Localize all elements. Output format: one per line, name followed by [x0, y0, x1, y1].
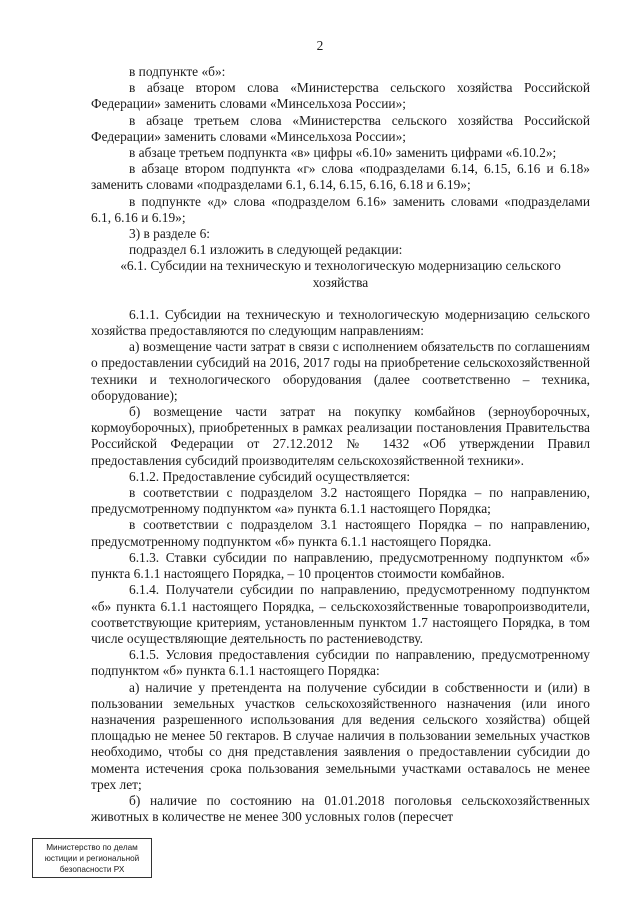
paragraph: в подпункте «б»: [129, 64, 226, 79]
page-number: 2 [316, 38, 324, 53]
paragraph: в абзаце третьем слова «Министерства сельского хозяйства Российской Федерации» заменить словами «Минсельхоза России»; [91, 112, 590, 144]
paragraph: 6.1.4. Получатели субсидии по направлению, предусмотренному подпунктом «б» пункта 6.1.1 настоящего Порядка, – сельскохозяйственные товаропроизводители, соответствующие критериям, установленным пунктом 1.7 настоящего Порядка, в том числе осуществляющие деятельность по растениеводству. [91, 582, 590, 646]
paragraph: 3) в разделе 6: [129, 226, 211, 242]
registration-stamp [32, 838, 152, 878]
paragraph: а) наличие у претендента на получение субсидии в собственности и (или) в пользовании земельных участков сельскохозяйственного назначения (или иного назначения разрешенного использования для ведения сельского хозяйства) общей площадью не менее 50 гектаров. В случае наличия в пользовании земельных участков необходимо, чтобы со дня представления заявления о предоставлении субсидии до момента истечения срока пользования земельными участками оставалось не менее трех лет; [91, 679, 590, 792]
document-body [91, 64, 590, 825]
paragraph: 6.1.5. Условия предоставления субсидии по направлению, предусмотренному подпунктом «б» пункта 6.1.1 настоящего Порядка: [91, 647, 590, 679]
paragraph: б) наличие по состоянию на 01.01.2018 поголовья сельскохозяйственных животных в количестве не менее 300 условных голов (пересчет [91, 792, 590, 825]
stamp-line: юстиции и региональной [44, 854, 140, 863]
paragraph: в абзаце втором слова «Министерства сельского хозяйства Российской Федерации» заменить словами «Минсельхоза России»; [91, 80, 590, 112]
paragraph: в соответствии с подразделом 3.1 настоящего Порядка – по направлению, предусмотренному подпунктом «б» пункта 6.1.1 настоящего Порядка. [91, 517, 590, 549]
paragraph: в подпункте «д» слова «подразделом 6.16» заменить словами «подразделами 6.1, 6.16 и 6.19»; [91, 193, 590, 225]
paragraph: в соответствии с подразделом 3.2 настоящего Порядка – по направлению, предусмотренному подпунктом «а» пункта 6.1.1 настоящего Порядка; [91, 485, 590, 517]
paragraph: 6.1.3. Ставки субсидии по направлению, предусмотренному подпунктом «б» пункта 6.1.1 настоящего Порядка, – 10 процентов стоимости комбайнов. [91, 549, 590, 582]
paragraph: 6.1.1. Субсидии на техническую и технологическую модернизацию сельского хозяйства предоставляются по следующим направлениям: [91, 306, 590, 339]
paragraph: в абзаце третьем подпункта «в» цифры «6.10» заменить цифрами «6.10.2»; [129, 145, 557, 161]
stamp-line: Министерство по делам [46, 843, 138, 852]
paragraph: 6.1.2. Предоставление субсидий осуществляется: [129, 468, 411, 484]
stamp-line: безопасности РХ [59, 865, 125, 874]
paragraph: подраздел 6.1 изложить в следующей редакции: [129, 242, 403, 258]
paragraph: а) возмещение части затрат в связи с исполнением обязательств по соглашениям о предоставлении субсидий на 2016, 2017 годы на приобретение сельскохозяйственной техники и технологического оборудования (далее соответственно – техника, оборудование); [91, 339, 590, 403]
section-title: «6.1. Субсидии на техническую и технологическую модернизацию сельского хозяйства [120, 258, 561, 290]
paragraph: в абзаце втором подпункта «г» слова «подразделами 6.14, 6.15, 6.16 и 6.18» заменить словами «подразделами 6.1, 6.14, 6.15, 6.16, 6.18 и 6.19»; [91, 161, 590, 193]
paragraph: б) возмещение части затрат на покупку комбайнов (зерноуборочных, кормоуборочных), приобретенных в рамках реализации постановления Правительства Российской Федерации от 27.12.2012 № 1432 «Об утверждении Правил предоставления субсидий производителям сельскохозяйственной техники». [91, 404, 590, 468]
